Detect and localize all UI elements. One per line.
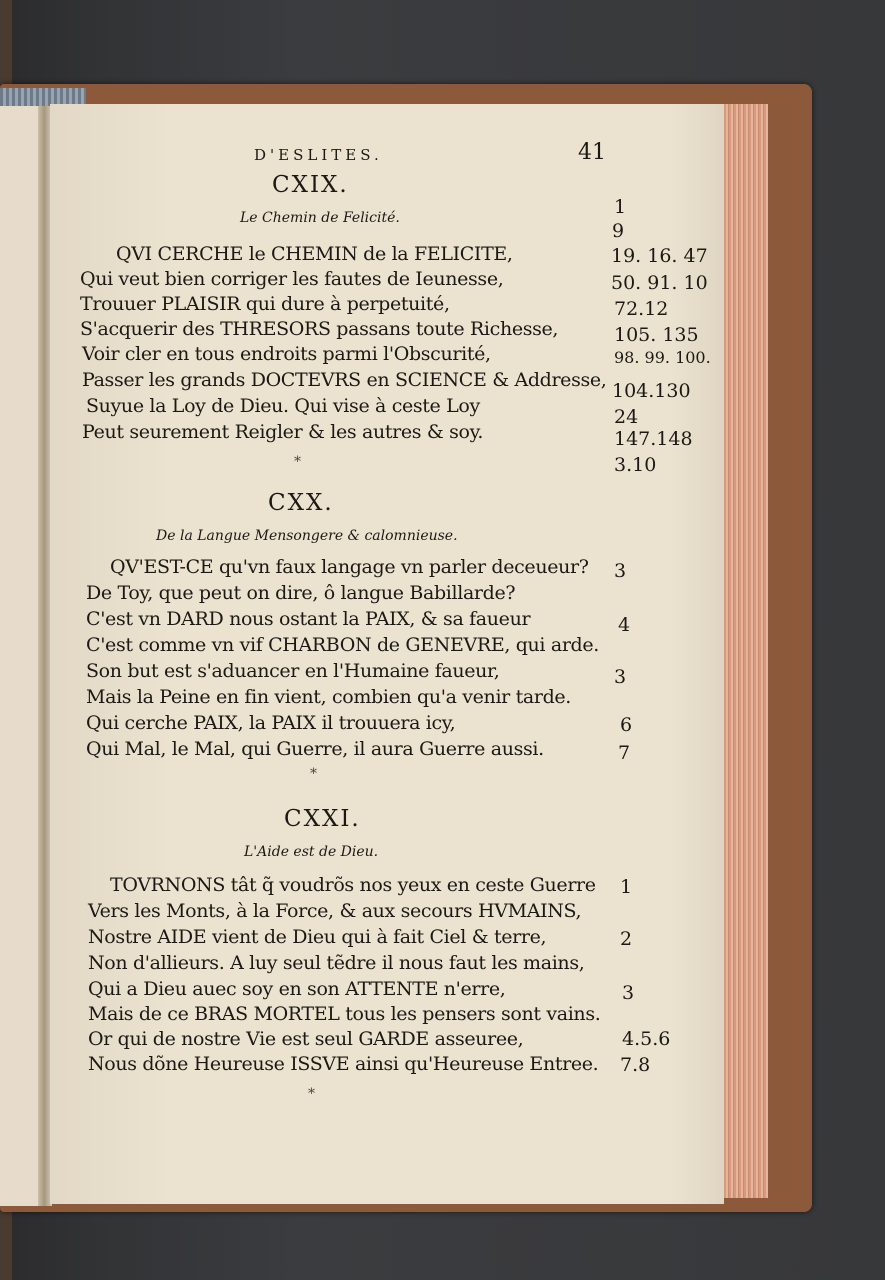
verse-line: Mais de ce BRAS MORTEL tous les pensers sont vains.	[88, 1003, 601, 1025]
verse-line: De Toy, que peut on dire, ô langue Babillarde?	[86, 582, 516, 604]
verse-line: Nous dõne Heureuse ISSVE ainsi qu'Heureuse Entree.	[88, 1053, 599, 1075]
verse-line: Qui veut bien corriger les fautes de Ieunesse,	[80, 268, 504, 290]
section-numeral: CXIX.	[272, 172, 349, 198]
ornament-asterisk: *	[308, 1086, 315, 1102]
marginal-note: 7	[618, 742, 631, 764]
marginal-note: 50. 91. 10	[611, 272, 708, 294]
marginal-note: 104.130	[612, 380, 691, 402]
marginal-note: 6	[620, 714, 633, 736]
marginal-note: 9	[612, 220, 625, 242]
ornament-asterisk: *	[310, 766, 317, 782]
verse-line: Qui Mal, le Mal, qui Guerre, il aura Guerre aussi.	[86, 738, 544, 760]
verse-line: Passer les grands DOCTEVRS en SCIENCE & Addresse,	[82, 369, 607, 391]
marginal-note: 24	[614, 406, 639, 428]
verse-line: QVI CERCHE le CHEMIN de la FELICITE,	[116, 243, 513, 265]
verse-line: Son but est s'aduancer en l'Humaine faueur,	[86, 660, 500, 682]
section-numeral: CXX.	[268, 490, 334, 516]
verse-line: Mais la Peine en fin vient, combien qu'a venir tarde.	[86, 686, 571, 708]
verse-line: QV'EST-CE qu'vn faux langage vn parler deceueur?	[110, 556, 589, 578]
marginal-note: 4.5.6	[622, 1028, 671, 1050]
verse-line: Nostre AIDE vient de Dieu qui à fait Ciel & terre,	[88, 926, 547, 948]
running-title: D'ESLITES.	[254, 146, 383, 164]
marginal-note: 147.148	[614, 428, 693, 450]
marginal-note: 72.12	[614, 298, 669, 320]
verse-line: C'est vn DARD nous ostant la PAIX, & sa faueur	[86, 608, 531, 630]
page-fore-edge	[724, 104, 768, 1198]
marginal-note: 3	[614, 666, 627, 688]
marginal-note: 1	[614, 196, 627, 218]
verse-line: Or qui de nostre Vie est seul GARDE asseuree,	[88, 1028, 524, 1050]
section-subtitle: L'Aide est de Dieu.	[244, 844, 379, 860]
ornament-asterisk: *	[294, 454, 301, 470]
marginal-note: 19. 16. 47	[611, 245, 708, 267]
verse-line: Suyue la Loy de Dieu. Qui vise à ceste Loy	[86, 395, 480, 417]
verse-line: Trouuer PLAISIR qui dure à perpetuité,	[80, 293, 450, 315]
marginal-note: 4	[618, 614, 631, 636]
verse-line: C'est comme vn vif CHARBON de GENEVRE, qui arde.	[86, 634, 599, 656]
marginal-note: 105. 135	[614, 324, 699, 346]
marginal-note: 3	[614, 560, 627, 582]
verse-line: Qui a Dieu auec soy en son ATTENTE n'erre,	[88, 978, 506, 1000]
marginal-note: 3.10	[614, 454, 657, 476]
verse-line: TOVRNONS tât q̃ voudrõs nos yeux en ceste Guerre	[110, 874, 596, 896]
marginal-note: 1	[620, 876, 633, 898]
verse-line: Qui cerche PAIX, la PAIX il trouuera icy,	[86, 712, 456, 734]
marginal-note: 7.8	[620, 1054, 651, 1076]
marginal-note: 98. 99. 100.	[614, 348, 711, 367]
marginal-note: 2	[620, 928, 633, 950]
verse-line: Peut seurement Reigler & les autres & soy.	[82, 421, 484, 443]
verse-line: Voir cler en tous endroits parmi l'Obscurité,	[82, 343, 491, 365]
section-subtitle: De la Langue Mensongere & calomnieuse.	[156, 528, 458, 544]
verse-line: Vers les Monts, à la Force, & aux secours HVMAINS,	[88, 900, 582, 922]
marginal-note: 3	[622, 982, 635, 1004]
page-number: 41	[578, 140, 606, 165]
verse-line: Non d'allieurs. A luy seul tẽdre il nous faut les mains,	[88, 952, 585, 974]
verse-line: S'acquerir des THRESORS passans toute Richesse,	[80, 318, 559, 340]
section-numeral: CXXI.	[284, 806, 361, 832]
section-subtitle: Le Chemin de Felicité.	[240, 210, 400, 226]
